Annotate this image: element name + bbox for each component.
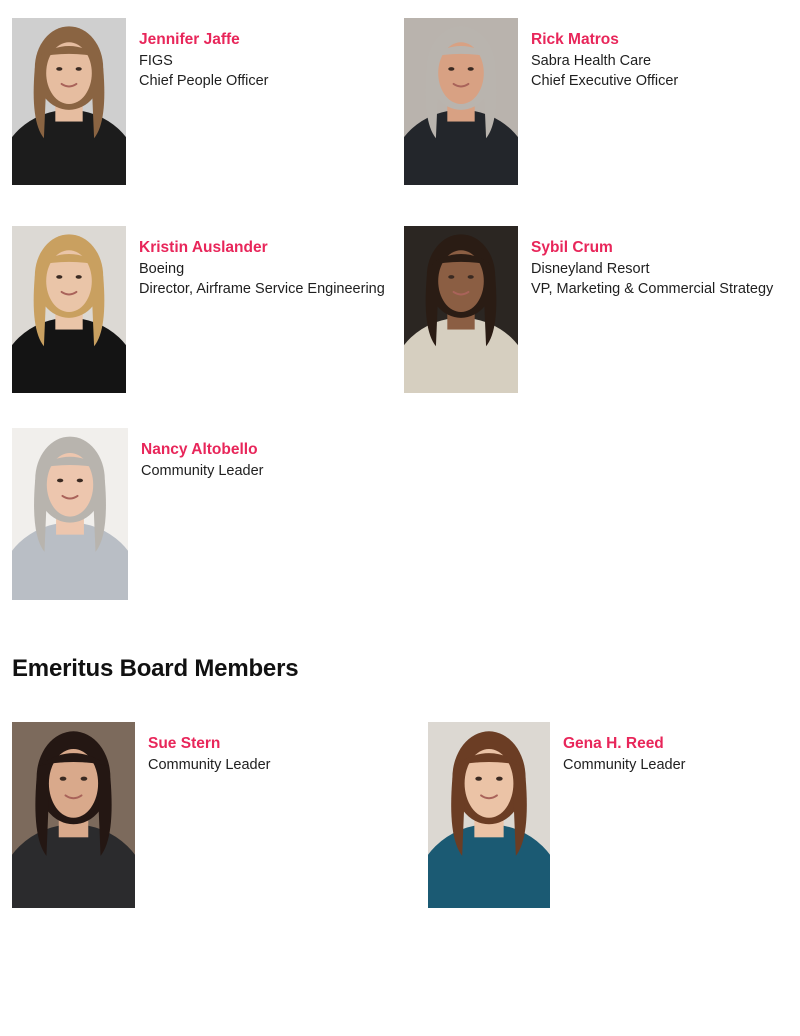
member-name: Gena H. Reed [563,735,664,752]
member-photo [428,722,550,908]
portrait-nancy-altobello [12,428,128,600]
portrait-sybil-crum [404,226,518,393]
member-name: Nancy Altobello [141,441,258,458]
board-member-card [428,722,686,908]
portrait-rick-matros [404,18,518,185]
member-info [128,428,264,482]
member-name: Sue Stern [148,735,221,752]
member-photo [12,226,126,393]
member-info [550,722,686,776]
member-organization: Community Leader [563,757,686,773]
member-info [126,226,385,299]
board-member-card [404,226,773,393]
portrait-gena-h-reed [428,722,550,908]
board-member-card [12,18,269,185]
board-member-card [404,18,678,185]
member-name: Sybil Crum [531,239,613,256]
board-member-card [12,722,271,908]
member-title: VP, Marketing & Commercial Strategy [531,280,774,297]
member-photo [12,722,135,908]
board-member-card [12,428,264,600]
member-info [135,722,271,776]
member-organization: Community Leader [148,757,271,773]
member-name: Jennifer Jaffe [139,31,240,48]
member-title: Director, Airframe Service Engineering [139,280,385,297]
member-photo [12,18,126,185]
member-info [518,18,678,91]
board-member-card [12,226,385,393]
member-organization: Sabra Health Care [531,53,652,69]
member-name: Rick Matros [531,31,619,48]
member-organization: FIGS [139,53,173,69]
portrait-kristin-auslander [12,226,126,393]
member-photo [12,428,128,600]
member-name: Kristin Auslander [139,239,268,256]
member-organization: Disneyland Resort [531,261,650,277]
member-info [126,18,269,91]
member-title: Chief People Officer [139,72,269,89]
member-title: Chief Executive Officer [531,72,679,89]
page-section-heading: Emeritus Board Members [12,655,299,682]
member-photo [404,226,518,393]
member-organization: Community Leader [141,463,264,479]
portrait-jennifer-jaffe [12,18,126,185]
member-photo [404,18,518,185]
member-info [518,226,773,299]
portrait-sue-stern [12,722,135,908]
member-organization: Boeing [139,261,185,277]
